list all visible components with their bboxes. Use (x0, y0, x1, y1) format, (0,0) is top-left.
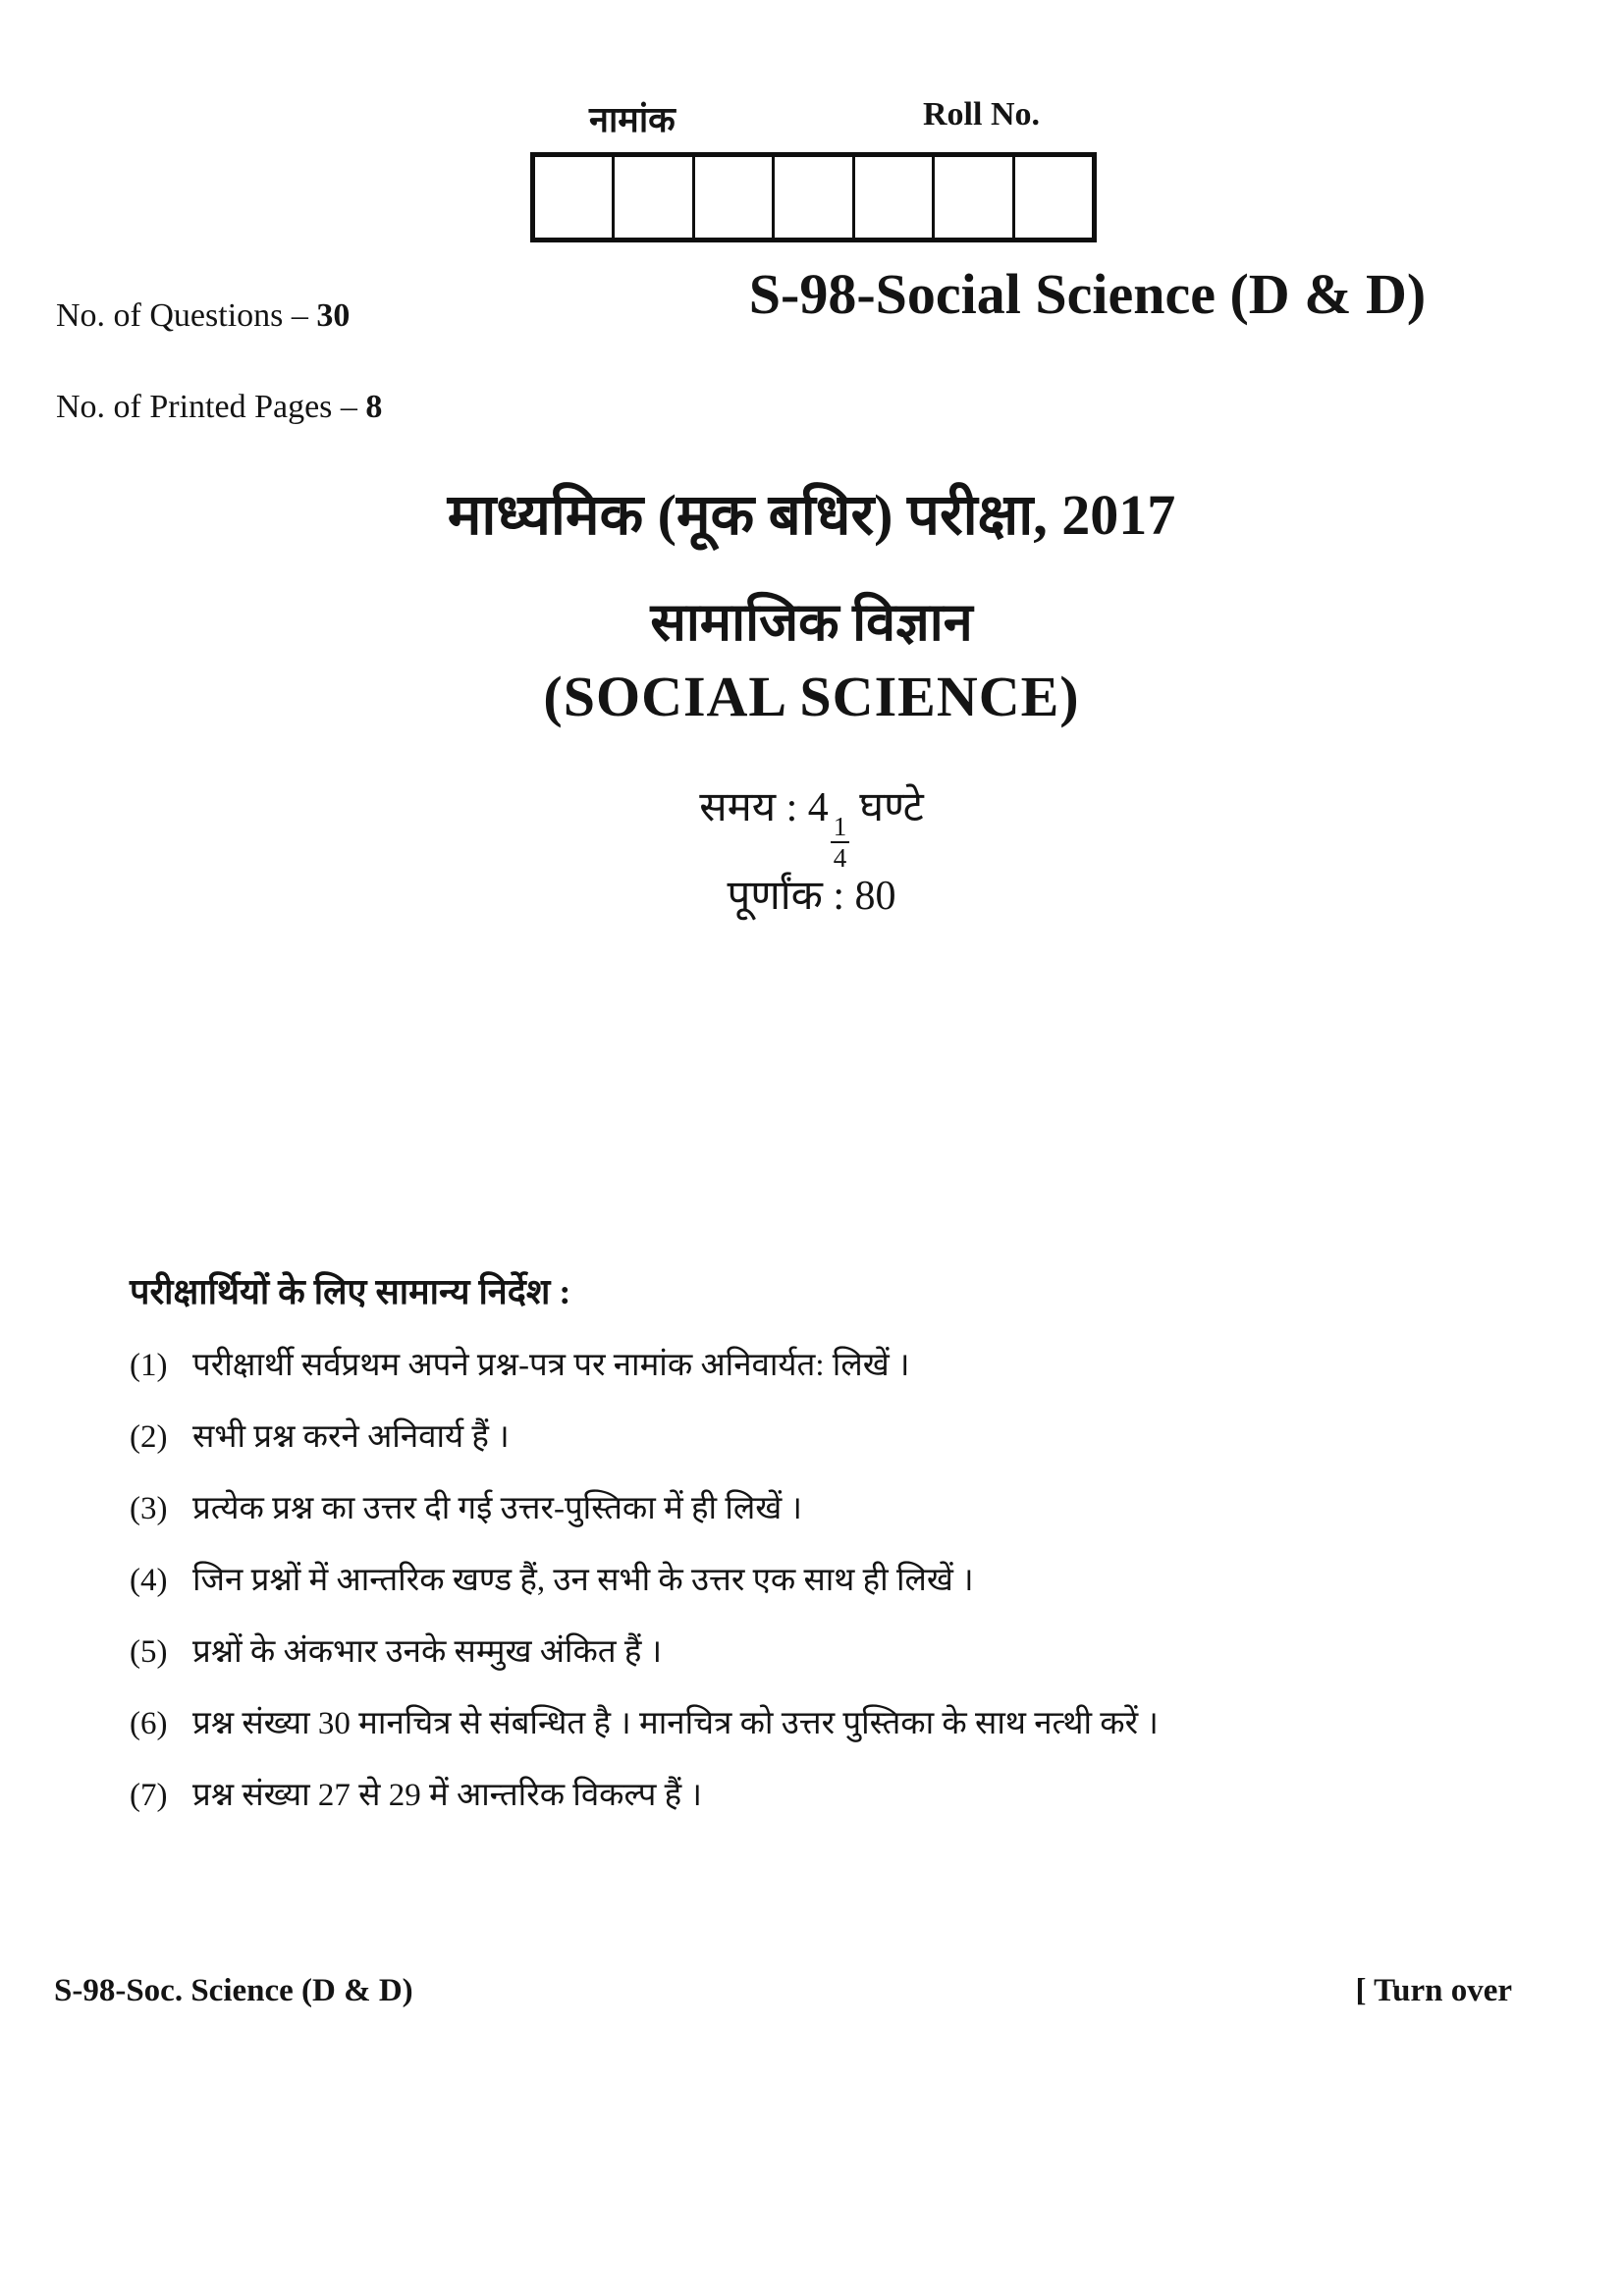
paper-code-title: S-98-Social Science (D & D) (748, 262, 1427, 326)
instruction-number: (1) (130, 1348, 168, 1383)
time-allowed-line (0, 777, 1623, 873)
footer-paper-code: S-98-Soc. Science (D & D) (54, 1973, 413, 2008)
roll-box-cell (535, 157, 615, 238)
instruction-number: (4) (130, 1563, 168, 1598)
instructions-heading: परीक्षार्थियों के लिए सामान्य निर्देश : (130, 1272, 571, 1311)
instruction-text: प्रश्न संख्या 27 से 29 में आन्तरिक विकल्प हैं । (192, 1778, 702, 1813)
printed-pages-value: 8 (365, 389, 383, 425)
instruction-number: (6) (130, 1706, 168, 1741)
roll-box-cell (615, 157, 694, 238)
roll-box-cell (695, 157, 775, 238)
printed-pages-label: No. of Printed Pages – (56, 389, 366, 425)
roll-box-cell (855, 157, 935, 238)
instruction-number: (7) (130, 1778, 168, 1813)
instruction-text: परीक्षार्थी सर्वप्रथम अपने प्रश्न-पत्र पर नामांक अनिवार्यत: लिखें । (192, 1348, 910, 1383)
roll-no-label: Roll No. (923, 96, 1040, 133)
exam-title-hindi: माध्यमिक (मूक बधिर) परीक्षा, 2017 (447, 483, 1176, 547)
instruction-number: (2) (130, 1419, 168, 1455)
instruction-item (130, 1632, 1524, 1672)
instruction-number: (3) (130, 1491, 168, 1526)
instruction-text: प्रश्न संख्या 30 मानचित्र से संबन्धित है । मानचित्र को उत्तर पुस्तिका के साथ नत्थी करें । (192, 1706, 1159, 1741)
instruction-item (130, 1704, 1524, 1743)
instructions-section (130, 1266, 1524, 1847)
time-fraction-denominator: 4 (833, 843, 847, 874)
instruction-text: जिन प्रश्नों में आन्तरिक खण्ड हैं, उन सभी के उत्तर एक साथ ही लिखें । (192, 1563, 974, 1598)
instruction-number: (5) (130, 1634, 168, 1670)
max-marks-line: पूर्णांक : 80 (727, 874, 896, 919)
roll-number-grid (530, 152, 1097, 242)
namank-label: नामांक (589, 100, 676, 139)
questions-count-line (56, 297, 350, 335)
instruction-text: सभी प्रश्न करने अनिवार्य हैं । (192, 1419, 510, 1455)
turn-over-note: [ Turn over (1355, 1973, 1512, 2008)
instruction-item (130, 1561, 1524, 1600)
subject-title-hindi: सामाजिक विज्ञान (650, 593, 973, 652)
time-whole-number: 4 (807, 785, 829, 830)
time-prefix: समय : (699, 785, 808, 830)
questions-count-value: 30 (316, 297, 351, 334)
instruction-item (130, 1346, 1524, 1385)
instruction-text: प्रत्येक प्रश्न का उत्तर दी गई उत्तर-पुस्तिका में ही लिखें । (192, 1491, 802, 1526)
printed-pages-line (56, 389, 382, 426)
roll-box-cell (1015, 157, 1092, 238)
roll-box-cell (775, 157, 854, 238)
roll-box-cell (935, 157, 1014, 238)
time-fraction-numerator: 1 (831, 813, 850, 843)
instruction-text: प्रश्नों के अंकभार उनके सम्मुख अंकित हैं । (192, 1634, 663, 1670)
instruction-item (130, 1417, 1524, 1457)
time-fraction (831, 813, 850, 873)
instruction-item (130, 1776, 1524, 1815)
subject-title-english: (SOCIAL SCIENCE) (543, 665, 1080, 728)
instruction-item (130, 1489, 1524, 1528)
time-unit: घण्टे (859, 785, 924, 830)
questions-count-label: No. of Questions – (56, 297, 317, 334)
